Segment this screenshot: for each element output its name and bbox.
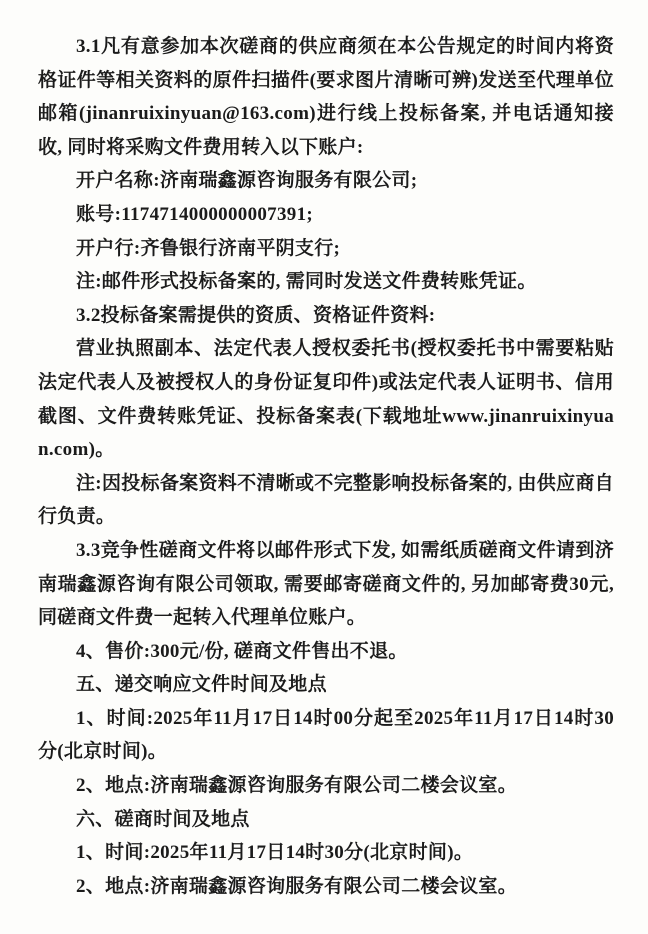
para-4-price: 4、售价:300元/份, 磋商文件售出不退。 [76, 640, 408, 662]
section-5-place: 2、地点:济南瑞鑫源咨询服务有限公司二楼会议室。 [76, 775, 518, 797]
para-3-2-title: 3.2投标备案需提供的资质、资格证件资料: [76, 304, 436, 326]
note-supplier-responsibility: 注:因投标备案资料不清晰或不完整影响投标备案的, 由供应商自行负责。 [38, 472, 614, 528]
para-3-3-document-delivery: 3.3竞争性磋商文件将以邮件形式下发, 如需纸质磋商文件请到济南瑞鑫源咨询有限公司领取, 需要邮寄磋商文件的, 另加邮寄费30元, 同磋商文件费一起转入代理单位账户。 [38, 539, 614, 629]
section-6-place: 2、地点:济南瑞鑫源咨询服务有限公司二楼会议室。 [76, 875, 518, 897]
bank-branch-line: 开户行:齐鲁银行济南平阴支行; [76, 237, 341, 259]
account-name-line: 开户名称:济南瑞鑫源咨询服务有限公司; [76, 170, 418, 192]
section-5-heading: 五、递交响应文件时间及地点 [76, 674, 327, 696]
account-number-line: 账号:1174714000000007391; [76, 203, 314, 225]
section-5-time: 1、时间:2025年11月17日14时00分起至2025年11月17日14时30分(北京时间)。 [38, 707, 614, 763]
section-6-heading: 六、磋商时间及地点 [76, 808, 250, 830]
note-transfer-voucher: 注:邮件形式投标备案的, 需同时发送文件费转账凭证。 [76, 271, 537, 293]
para-3-2-materials: 营业执照副本、法定代表人授权委托书(授权委托书中需要粘贴法定代表人及被授权人的身份证复印件)或法定代表人证明书、信用截图、文件费转账凭证、投标备案表(下载地址www.jinanruixinyuan.com)。 [38, 338, 614, 461]
section-6-time: 1、时间:2025年11月17日14时30分(北京时间)。 [76, 842, 474, 864]
para-3-1-registration: 3.1凡有意参加本次磋商的供应商须在本公告规定的时间内将资格证件等相关资料的原件扫描件(要求图片清晰可辨)发送至代理单位邮箱(jinanruixinyuan@163.com)进行线上投标备案, 并电话通知接收, 同时将采购文件费用转入以下账户: [38, 36, 614, 158]
document-body [38, 30, 614, 903]
